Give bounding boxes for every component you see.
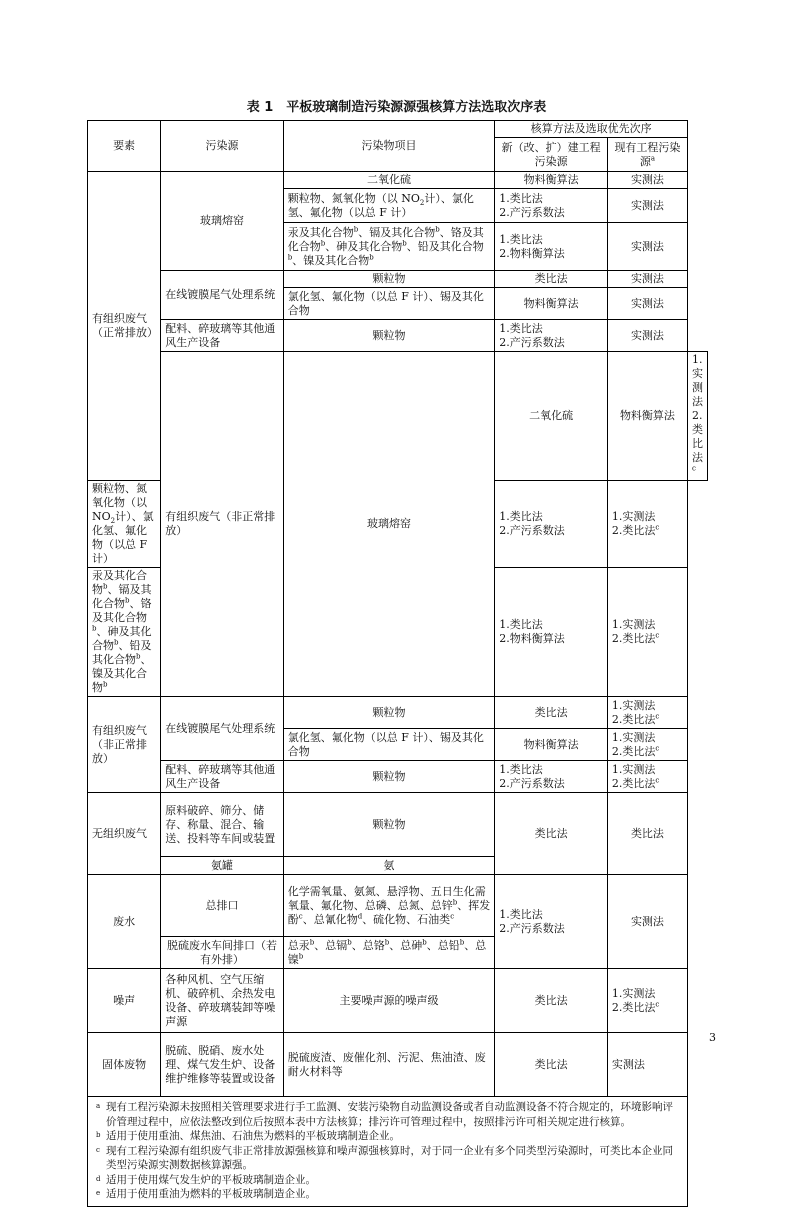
item-particulate: 颗粒物 xyxy=(283,271,495,288)
element-fugitive: 无组织废气 xyxy=(88,793,161,875)
method-new: 1.类比法 2.物料衡算法 xyxy=(495,223,608,271)
table-notes xyxy=(88,1097,688,1207)
item-ammonia: 氨 xyxy=(283,857,495,875)
method-new: 类比法 xyxy=(495,697,608,729)
method-existing: 1.实测法 2.类比法$^c$ xyxy=(607,761,687,793)
item-pm-nox: 颗粒物、氮氧化物（以 $NO_2$计）、氯化氢、氟化物（以总 F 计） xyxy=(88,481,161,568)
method-existing: 实测法 xyxy=(607,189,687,223)
source-solid: 脱硫、脱硝、废水处理、煤气发生炉、设备维护维修等装置或设备 xyxy=(161,1033,284,1097)
method-new: 物料衡算法 xyxy=(495,288,608,320)
header-source: 污染源 xyxy=(161,121,284,172)
element-org-normal: 有组织废气（正常排放） xyxy=(88,172,161,481)
method-existing: 1.实测法 2.类比法$^c$ xyxy=(607,969,687,1033)
method-existing: 1.实测法 2.类比法$^c$ xyxy=(688,352,708,481)
item-main-noise: 主要噪声源的噪声级 xyxy=(283,969,495,1033)
element-noise: 噪声 xyxy=(88,969,161,1033)
method-new: 类比法 xyxy=(495,1033,608,1097)
item-hcl-hf-sn: 氯化氢、氟化物（以总 F 计）、锡及其化合物 xyxy=(283,729,495,761)
method-existing: 1.实测法 2.类比法$^c$ xyxy=(607,697,687,729)
method-new: 类比法 xyxy=(495,271,608,288)
item-pm-nox: 颗粒物、氮氧化物（以 $NO_2$计）、氯化氢、氟化物（以总 F 计） xyxy=(283,189,495,223)
header-method-group: 核算方法及选取优先次序 xyxy=(495,121,688,138)
method-new: 物料衡算法 xyxy=(495,172,608,189)
method-new: 1.类比法 2.产污系数法 xyxy=(495,320,608,352)
method-existing: 实测法 xyxy=(607,1033,687,1097)
page-number: 3 xyxy=(709,1031,716,1044)
source-furnace: 玻璃熔窑 xyxy=(283,352,495,697)
method-existing: 1.实测法 2.类比法$^c$ xyxy=(607,729,687,761)
method-existing: 实测法 xyxy=(607,271,687,288)
header-element: 要素 xyxy=(88,121,161,172)
method-new: 类比法 xyxy=(495,969,608,1033)
header-existing-project: 现有工程污染源$^a$ xyxy=(607,138,687,172)
item-particulate: 颗粒物 xyxy=(283,697,495,729)
item-so2: 二氧化硫 xyxy=(495,352,608,481)
header-item: 污染物项目 xyxy=(283,121,495,172)
method-new: 1.类比法 2.产污系数法 xyxy=(495,189,608,223)
item-particulate: 颗粒物 xyxy=(283,761,495,793)
method-table xyxy=(87,120,708,1207)
table-title: 表 1 平板玻璃制造污染源源强核算方法选取次序表 xyxy=(246,100,547,115)
element-org-abnormal: 有组织废气（非正常排放） xyxy=(161,352,284,697)
source-coating-tail: 在线镀膜尾气处理系统 xyxy=(161,697,284,761)
note-d: d 适用于使用煤气发生炉的平板玻璃制造企业。 xyxy=(96,1173,316,1186)
method-existing: 实测法 xyxy=(607,288,687,320)
method-new: 1.类比法 2.产污系数法 xyxy=(495,761,608,793)
source-coating-tail: 在线镀膜尾气处理系统 xyxy=(161,271,284,320)
method-new: 1.类比法 2.产污系数法 xyxy=(495,875,608,969)
note-c: c 现有工程污染源有组织废气非正常排放源强核算和噪声源强核算时，对于同一企业有多个同类型污染源时，可类比本企业同类型污染源实测数据核算源强。 xyxy=(96,1144,673,1171)
method-existing: 1.实测法 2.类比法$^c$ xyxy=(607,568,687,697)
method-existing: 1.实测法 2.类比法$^c$ xyxy=(607,481,687,568)
note-e: e 适用于使用重油为燃料的平板玻璃制造企业。 xyxy=(96,1188,316,1200)
header-new-project: 新（改、扩）建工程污染源 xyxy=(495,138,608,172)
source-noise: 各种风机、空气压缩机、破碎机、余热发电设备、碎玻璃装卸等噪声源 xyxy=(161,969,284,1033)
method-existing: 实测法 xyxy=(607,223,687,271)
method-new: 物料衡算法 xyxy=(495,729,608,761)
source-batch-ventilation: 配料、碎玻璃等其他通风生产设备 xyxy=(161,761,284,793)
source-total-outlet: 总排口 xyxy=(161,875,284,937)
method-existing: 实测法 xyxy=(607,172,687,189)
source-furnace: 玻璃熔窑 xyxy=(161,172,284,271)
note-a: a 现有工程污染源未按照相关管理要求进行手工监测、安装污染物自动监测设备或者自动监测设备不符合规定的，环境影响评价管理过程中，应依法整改到位后按照本表中方法核算；排污许可管理过程中，按照排污许可相关规定进行核算。 xyxy=(96,1101,673,1128)
item-solid: 脱硫废渣、废催化剂、污泥、焦油渣、废耐火材料等 xyxy=(283,1033,495,1097)
item-heavy-metals: 汞及其化合物$^b$、镉及其化合物$^b$、铬及其化合物$^b$、砷及其化合物$^b$、铅及其化合物$^b$、镍及其化合物$^b$ xyxy=(88,568,161,697)
element-org-abnormal: 有组织废气（非正常排放） xyxy=(88,697,161,793)
method-existing: 实测法 xyxy=(607,875,687,969)
element-solid: 固体废物 xyxy=(88,1033,161,1097)
note-b: b 适用于使用重油、煤焦油、石油焦为燃料的平板玻璃制造企业。 xyxy=(96,1130,400,1142)
method-new: 物料衡算法 xyxy=(607,352,687,481)
item-hcl-hf-sn: 氯化氢、氟化物（以总 F 计）、锡及其化合物 xyxy=(283,288,495,320)
item-particulate: 颗粒物 xyxy=(283,320,495,352)
item-so2: 二氧化硫 xyxy=(283,172,495,189)
method-existing: 类比法 xyxy=(607,793,687,875)
source-batch-ventilation: 配料、碎玻璃等其他通风生产设备 xyxy=(161,320,284,352)
method-new: 1.类比法 2.产污系数法 xyxy=(495,481,608,568)
item-heavy-metals: 汞及其化合物$^b$、镉及其化合物$^b$、铬及其化合物$^b$、砷及其化合物$^b$、铅及其化合物$^b$、镍及其化合物$^b$ xyxy=(283,223,495,271)
source-desulf-outlet: 脱硫废水车间排口（若有外排） xyxy=(161,937,284,969)
item-particulate: 颗粒物 xyxy=(283,793,495,857)
item-ww-total: 化学需氧量、氨氮、悬浮物、五日生化需氧量、氟化物、总磷、总氮、总锌$^b$、挥发酚$^c$、总氰化物$^d$、硫化物、石油类$^c$ xyxy=(283,875,495,937)
source-raw-material: 原料破碎、筛分、储存、称量、混合、输送、投料等车间或装置 xyxy=(161,793,284,857)
method-new: 1.类比法 2.物料衡算法 xyxy=(495,568,608,697)
item-ww-desulf: 总汞$^b$、总镉$^b$、总铬$^b$、总砷$^b$、总铅$^b$、总镍$^b$ xyxy=(283,937,495,969)
method-new: 类比法 xyxy=(495,793,608,875)
element-wastewater: 废水 xyxy=(88,875,161,969)
source-ammonia-tank: 氨罐 xyxy=(161,857,284,875)
method-existing: 实测法 xyxy=(607,320,687,352)
